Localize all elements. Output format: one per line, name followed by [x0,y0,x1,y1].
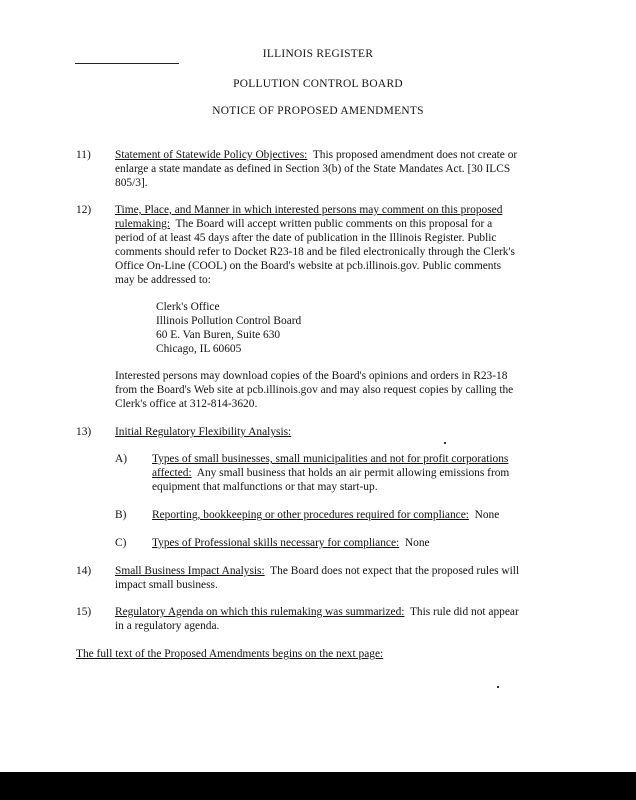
item-11-line-2: enlarge a state mandate as defined in Section 3(b) of the State Mandates Act. [30 ILCS [115,163,511,175]
item-12-text-1: The Board will accept written public comments on this proposal for a [175,218,493,230]
scan-speck [444,442,446,444]
item-12-text-3: comments should refer to Docket R23-18 and be filed electronically through the Clerk's [115,246,515,258]
item-13-heading: Initial Regulatory Flexibility Analysis: [115,426,292,438]
item-15-number: 15) [76,606,92,618]
item-12-heading-line-2: rulemaking: [115,218,171,230]
address-line-3: 60 E. Van Buren, Suite 630 [156,329,281,341]
item-14-text-2: impact small business. [115,579,218,591]
footer-text: The full text of the Proposed Amendments begins on the next page: [76,648,384,660]
item-11-first-line [115,148,517,163]
sub-a-line-1 [152,466,509,481]
item-12-number: 12) [76,204,92,216]
header-rule [75,63,179,64]
item-12-closing-1: Interested persons may download copies of the Board's opinions and orders in R23-18 [115,370,508,382]
sub-a-heading-line-1: Types of small businesses, small municipalities and not for profit corporations [152,453,509,465]
sub-c-letter: C) [115,537,127,549]
notice-title: NOTICE OF PROPOSED AMENDMENTS [212,105,424,117]
sub-b-heading: Reporting, bookkeeping or other procedures required for compliance: [152,509,469,521]
sub-a-text-2: equipment that malfunctions or that may start-up. [152,481,378,493]
sub-b-letter: B) [115,509,127,521]
item-15-heading: Regulatory Agenda on which this rulemaking was summarized: [115,606,405,618]
item-12-heading-line-1: Time, Place, and Manner in which interested persons may comment on this proposed [115,204,503,216]
item-14-first-line [115,564,519,579]
scan-bottom-edge [0,772,636,800]
register-title: ILLINOIS REGISTER [262,48,374,60]
sub-c-text: None [404,537,430,549]
item-15-text-2: in a regulatory agenda. [115,620,220,632]
scan-speck [497,686,499,688]
sub-b-text: None [474,509,500,521]
sub-a-letter: A) [115,453,128,465]
item-11-line-3: 805/3]. [115,177,148,189]
item-12-text-4: Office On-Line (COOL) on the Board's website at pcb.illinois.gov. Public comments [115,260,502,272]
sub-c-heading: Types of Professional skills necessary for compliance: [152,537,400,549]
address-line-1: Clerk's Office [156,301,220,313]
item-14-text-1: The Board does not expect that the proposed rules will [270,565,520,577]
item-13-number: 13) [76,426,92,438]
sub-c-line [152,536,430,551]
item-12-closing-2: from the Board's Web site at pcb.illinois.gov and may also request copies by calling the [115,384,514,396]
address-line-2: Illinois Pollution Control Board [156,315,302,327]
item-12-closing-3: Clerk's office at 312-814-3620. [115,398,258,410]
item-12-line-1 [115,217,492,232]
item-14-heading: Small Business Impact Analysis: [115,565,265,577]
item-11-number: 11) [76,149,91,161]
item-15-first-line [115,605,519,620]
item-11-line-1: This proposed amendment does not create or [312,149,518,161]
item-15-text-1: This rule did not appear [409,606,519,618]
sub-a-text-1: Any small business that holds an air permit allowing emissions from [196,467,510,479]
address-line-4: Chicago, IL 60605 [156,343,242,355]
board-title: POLLUTION CONTROL BOARD [233,78,403,90]
item-11-heading: Statement of Statewide Policy Objectives: [115,149,308,161]
item-12-text-2: period of at least 45 days after the date of publication in the Illinois Register. Public [115,232,497,244]
item-12-text-5: may be addressed to: [115,274,211,286]
sub-a-heading-line-2: affected: [152,467,192,479]
sub-b-line [152,508,499,523]
item-14-number: 14) [76,565,92,577]
